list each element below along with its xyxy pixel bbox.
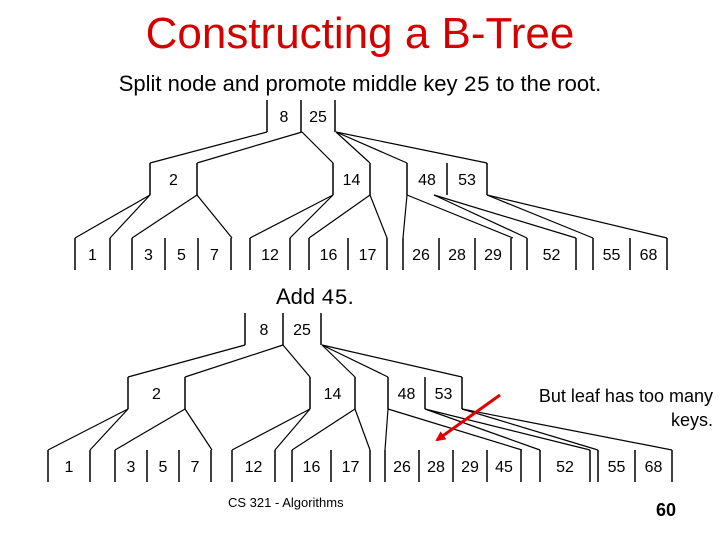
tree-edge xyxy=(407,195,513,238)
tree-edge xyxy=(322,345,388,377)
leaf-node-key: 5 xyxy=(158,459,168,476)
tree-edge xyxy=(322,345,462,377)
leaf-node-key: 29 xyxy=(484,247,502,264)
leaf-node-key: 16 xyxy=(302,459,321,476)
tree-edge xyxy=(290,195,333,238)
tree-edge xyxy=(385,409,388,450)
internal-node-key: 2 xyxy=(169,172,178,189)
leaf-node-key: 29 xyxy=(461,459,479,476)
tree-edge xyxy=(275,409,310,450)
tree-edge xyxy=(48,409,128,450)
root-node-key: 25 xyxy=(293,322,311,339)
leaf-node-key: 1 xyxy=(64,459,74,476)
slide-title: Constructing a B-Tree xyxy=(145,9,575,58)
tree-edge xyxy=(283,345,310,377)
overflow-note: But leaf has too many keys. xyxy=(538,386,713,430)
internal-node-key: 48 xyxy=(418,172,436,189)
tree-edge xyxy=(309,195,370,238)
tree-edge xyxy=(128,345,245,377)
tree-edge xyxy=(434,195,576,238)
leaf-node-key: 3 xyxy=(144,247,153,264)
leaf-node-key: 45 xyxy=(495,459,513,476)
leaf-node-key: 55 xyxy=(602,247,621,264)
internal-node-key: 14 xyxy=(323,386,342,403)
tree-edge xyxy=(388,409,522,450)
leaf-node-key: 12 xyxy=(244,459,263,476)
tree-edge xyxy=(115,409,185,450)
page-number: 60 xyxy=(656,500,677,520)
top-tree xyxy=(75,100,667,270)
leaf-node-key: 17 xyxy=(341,459,360,476)
internal-node-key: 48 xyxy=(397,386,416,403)
leaf-node-key: 12 xyxy=(261,247,279,264)
leaf-node-key: 55 xyxy=(607,459,626,476)
internal-node-key: 53 xyxy=(458,172,476,189)
leaf-node-key: 7 xyxy=(190,459,200,476)
subtitle-end: to the root. xyxy=(489,71,602,96)
add-key-label xyxy=(276,283,354,313)
subtitle-text: Split node and promote middle key xyxy=(118,71,464,96)
leaf-node-key: 68 xyxy=(639,247,658,264)
leaf-node-key: 1 xyxy=(88,247,97,264)
leaf-node-key: 52 xyxy=(542,247,561,264)
leaf-node-key: 68 xyxy=(644,459,663,476)
internal-node-key: 14 xyxy=(342,172,361,189)
root-node-key: 8 xyxy=(279,109,289,126)
tree-edge xyxy=(185,409,212,450)
tree-edge xyxy=(336,132,407,163)
tree-edge xyxy=(370,195,387,238)
tree-edge xyxy=(336,132,487,163)
leaf-node-key: 28 xyxy=(427,459,445,476)
tree-edge xyxy=(355,409,370,450)
add-end: . xyxy=(347,284,354,309)
leaf-node-key: 7 xyxy=(210,247,219,264)
root-node-key: 8 xyxy=(259,322,269,339)
leaf-node-key: 28 xyxy=(448,247,466,264)
internal-node-key: 53 xyxy=(434,386,453,403)
add-text: Add xyxy=(276,284,322,309)
add-key: 45 xyxy=(321,286,348,311)
tree-edge xyxy=(250,195,333,238)
tree-edge xyxy=(322,345,355,377)
root-node-key: 25 xyxy=(309,109,327,126)
tree-edge xyxy=(75,195,150,238)
tree-edge xyxy=(90,409,128,450)
tree-edge xyxy=(132,195,197,238)
tree-edge xyxy=(232,409,310,450)
leaf-node-key: 26 xyxy=(412,247,430,264)
course-footer: CS 321 - Algorithms xyxy=(228,495,344,510)
tree-edge xyxy=(336,132,370,163)
tree-edge xyxy=(292,409,355,450)
leaf-node-key: 3 xyxy=(126,459,136,476)
tree-edge xyxy=(185,345,283,377)
tree-edge xyxy=(197,195,232,238)
leaf-node-key: 16 xyxy=(319,247,338,264)
leaf-node-key: 52 xyxy=(556,459,574,476)
subtitle-key: 25 xyxy=(463,73,490,98)
leaf-node-key: 26 xyxy=(393,459,411,476)
internal-node-key: 2 xyxy=(152,386,161,403)
leaf-node-key: 5 xyxy=(177,247,186,264)
tree-edge xyxy=(302,132,333,163)
tree-edge xyxy=(403,195,407,238)
tree-edge xyxy=(110,195,150,238)
leaf-node-key: 17 xyxy=(358,247,377,264)
